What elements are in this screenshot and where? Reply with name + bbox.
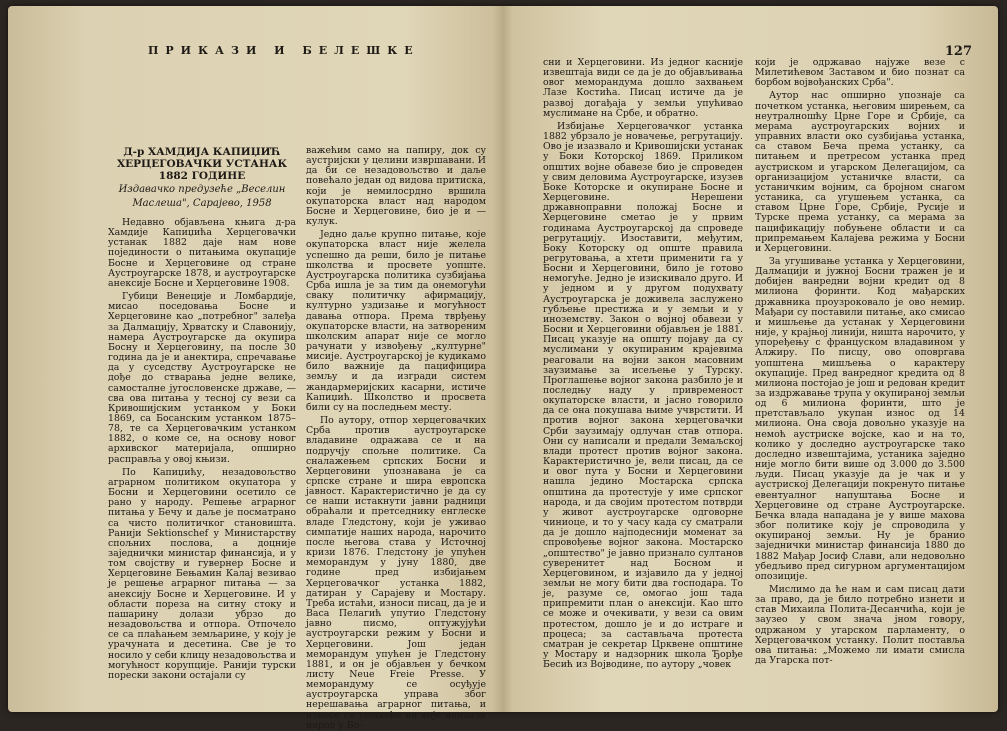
paragraph: Аутор нас опширно упознаје са почетком устанка, његовим ширењем, са неутралношћу Црне Горе и Србије, са мерама аустроугарских војних и управних власти око сузбијања устанка, са ставом Беча према устанку, са питањем и претресом устанка пред аустриском и угарском Делегацијом, са организацијом устаничке власти, са устаничким војним, са бројном снагом устаника, са угушењем устанка, са ставом Црне Горе, Србије, Русије и Турске према устанку, са мерама за пацификацију побуњене области и са припремањем Калајева режима у Босни и Херцеговини. xyxy=(755,90,965,254)
review-publisher-line2: Маслеша", Сарајево, 1958 xyxy=(132,198,272,209)
running-head: ПРИКАЗИ И БЕЛЕШКЕ xyxy=(148,44,420,57)
review-author: Д-р ХАМДИЈА КАПИЏИЋ xyxy=(123,146,281,158)
paragraph: По Капиџићу, незадовољство аграрном политиком окупатора у Босни и Херцеговини осетило се рано у народу. Решење аграрног питања у Бечу и даље је посматрано са чисто политичког становишта. Ранији Sektionschef у Министарству спољних послова, а доцније заједнички министар финансија, и у том својству и гувернер Босне и Херцеговине Бењамин Калај везивао је решење аграрног питања — за анексију Босне и Херцеговине. И у области пореза на ситну стоку и пашарину долази убрзо до незадовољства и отпора. Отпочело се са плаћањем земљарине, у коју је урачуната и десетина. Све је то носило у себи клицу незадовољства и могућност корупције. Ранији турски порески закони остајали су xyxy=(108,466,297,681)
right-page xyxy=(503,6,998,712)
paragraph: важећим само на папиру, док су аустријски у целини извршавани. И да би се незадовољство и даље повећало један од видова притиска, који је немилосрдно вршила окупаторска власт над народом Босне и Херцеговине, био је и — кулук. xyxy=(306,145,486,228)
paragraph: Избијање Херцеговачког устанка 1882 убрзало је новачење, регрутацију. Ово је изазвало и Кривошијски устанак у Боки Которској 1869. Приликом општих војне обавезе био је спроведен у свим деловима Аустроугарске, изузев Боке Которске и окупиране Босне и Херцеговине. Нерешени државноправни положај Босне и Херцеговине сметао је у првим годинама Аустроугарској да спроведе регрутацију. Изоставити, међутим, Боку Которску од опште правила регрутовања, а хтети применити га у Босни и Херцеговини, било је готово немогуће. Једно је изискивало друго. И у једном и у другом подухвату Аустроугарска је доживела заслужено губљење престижа и у земљи и у иноземству. Закон о војној обавези у Босни и Херцеговини објављен је 1881. Писац указује на општу појаву да су муслимани у окупираним крајевима реаговали на војни закон масовним заузимање за исељење у Турску. Проглашење војног закона разбило је и последњу наду у привременост окупаторске власти, и јасно говорило да се она покушава њиме учврстити. И против војног закона херцеговачки Срби заузимају одлучан став отпора. Они су написали и предали Земаљској влади протест против војног закона. Карактеристично је, вели писац, да се и овог пута у Босни и Херцеговини нашла једино Мостарска српска општина да протестује у име српског народа, и да својим протестом потврди у живот аустроугарске одговорне чиниоце, и то у часу када су сматрали да је дошло најподеснији моменат за спровођење војног закона. Мостарско „општество" је јавно признало султанов суверенитет над Босном и Херцеговином, и изјавило да у једној земљи не могу бити два господара. То је, разуме се, омогао још тада припремити план о анексији. Као што се може и очекивати, у вези са овим протестом, дошло је и до истраге и процеса; за састављача протеста сматран је секретар Црквене општине у Мостару и надзорник школа Ђорђе Бесић из Војводине, по аутору „човек xyxy=(543,120,743,671)
review-publisher-line1: Издавачко предузеће „Веселин xyxy=(118,184,286,195)
paragraph: По аутору, отпор херцеговачких Срба против аустроугарске владавине одражава се и на подручју спољне политике. Са сналажењем српских Босни и Херцеговини упознавана је са српске стране и шира европска јавност. Карактеристично је да су се наши истакнути јавни радници обраћали и претседнику енглеске владе Гледстону, који је уживао симпатије наших народа, нарочито после његова става у Источној кризи 1876. Гледстону је упућен меморандум у јуну 1880, две године пред избијањем Херцеговачког устанка 1882, датиран у Сарајеву и Мостару. Треба истаћи, износи писац, да је и Васа Пелагић упутио Гледстону јавно писмо, оптужујући аустроугарски режим у Босни и Херцеговини. Још један меморандум упућен је Гледстону 1881, и он је објављен у бечком листу Neue Freie Presse. У меморандуму се осуђује аустроугарска управа због нерешавања аграрног питања, и износе се тешкоће на које наилази народ у Бо- xyxy=(306,415,486,731)
paragraph: који је одржавао најуже везе с Милетићевом Заставом и био познат са борбом војвођанских Срба". xyxy=(755,57,965,89)
book-spread xyxy=(8,6,998,731)
column-2 xyxy=(306,145,486,731)
paragraph: За угушивање устанка у Херцеговини, Далмацији и јужној Босни тражен је и добијен ванредни војни кредит од 8 милиона форинти. Код мађарских државника проузроковало је ово немир. Мађари су поставили питање, ако смисао и мишљење да устанак у Херцеговини није, у крајњој линији, ништа нарочито, у упоређењу с француском владавином у Алжиру. По писцу, ово оповргава уопштена мишљења о карактеру окупације. Пред ванредног кредита од 8 милиона постојао је још и редован кредит за издржавање трупа у окупираној земљи од 6 милиона форинти, што је претстављало укупан износ од 14 милиона. Она своја довољно указује на немоћ аустриске војске, као и на то, колико у доследно аустроугарске тако доследно извештајима, устаника заједно није могло бити више од 3.000 до 3.500 људи. Писац указује да је чак и у аустриској Делегацији покренуто питање евентуалног напуштања Босне и Херцеговине од стране Аустроугарске. Бечка влада нападана је у више махова због политике коју је спроводила у окупираној земљи. Ну је бранио заједнички министар финансија 1880 до 1882 Мађар Јосиф Слави, али недовољно убедљиво пред сигурном аргументацијом опозиције. xyxy=(755,255,965,582)
column-1 xyxy=(108,146,296,686)
review-book-title: ХЕРЦЕГОВАЧКИ УСТАНАК xyxy=(117,158,287,170)
paragraph: Недавно објављена књига д-ра Хамдије Капиџића Херцеговачки устанак 1882 даје нам нове појединости о питањима окупације Босне и Херцеговине од стране Аустроугарске 1878, и аустроугарске анексије Босне и Херцеговине 1908. xyxy=(108,217,296,289)
page-number: 127 xyxy=(944,44,972,59)
paragraph: Губици Венеције и Ломбардије, мисао поседовања Босне и Херцеговине као „потребног" залеђа за Далмацију, Хрватску и Славонију, намера Аустроугарске да окупира Босну и Херцеговину, па после 30 година да је и анектира, спречавање да у суседству Аустроугарске не дође до стварања једне велике, самосталне југословенске државе, — сва ова питања у тесној су вези са Кривошијским устанком у Боки 1869, са Босанским устанком 1875–78, те са Херцеговачким устанком 1882, о коме се, на основу новог архивског материјала, опширно расправља у овој књизи. xyxy=(108,291,296,465)
left-page xyxy=(8,6,503,731)
column-4 xyxy=(755,58,965,698)
paragraph: Мислимо да ће нам и сам писац дати за право, да је било потребно изнети и став Михаила Полита-Десанчића, који је заузео у свом знача јном говору, одржаном у угарском парламенту, о Херцеговачком устанку. Полит поставља ова питања: „Можемо ли имати смисла да Угарска пот- xyxy=(755,583,965,667)
review-title-block xyxy=(108,146,296,210)
paragraph: сни и Херцеговини. Из једног касније извештаја види се да је до објављивања овог меморандума дошло захвањем Лазе Костића. Писац истиче да је развој догађаја у земљи упућивао муслимане на Србе, и обратно. xyxy=(543,57,743,119)
review-book-year: 1882 ГОДИНЕ xyxy=(158,170,246,182)
column-3 xyxy=(543,58,743,698)
paragraph: Једно даље крупно питање, које окупаторска власт није желела успешно да реши, било је питање школства и просвете уопште. Аустроугарска политика сузбијања Срба ишла је за тим да онемогући сваку политичку афирмацију, културно уздизање и могућност давања отпора. Према тврђењу окупаторске власти, на затвореним школским апарат није се могло рачунати у извођењу „културне" мисије. Аустроугарској је кудикамо било важније да пацифицира земљу и да изгради систем жандармеријских касарни, истиче Капиџић. Школство и просвета били су на последњем месту. xyxy=(306,229,486,413)
